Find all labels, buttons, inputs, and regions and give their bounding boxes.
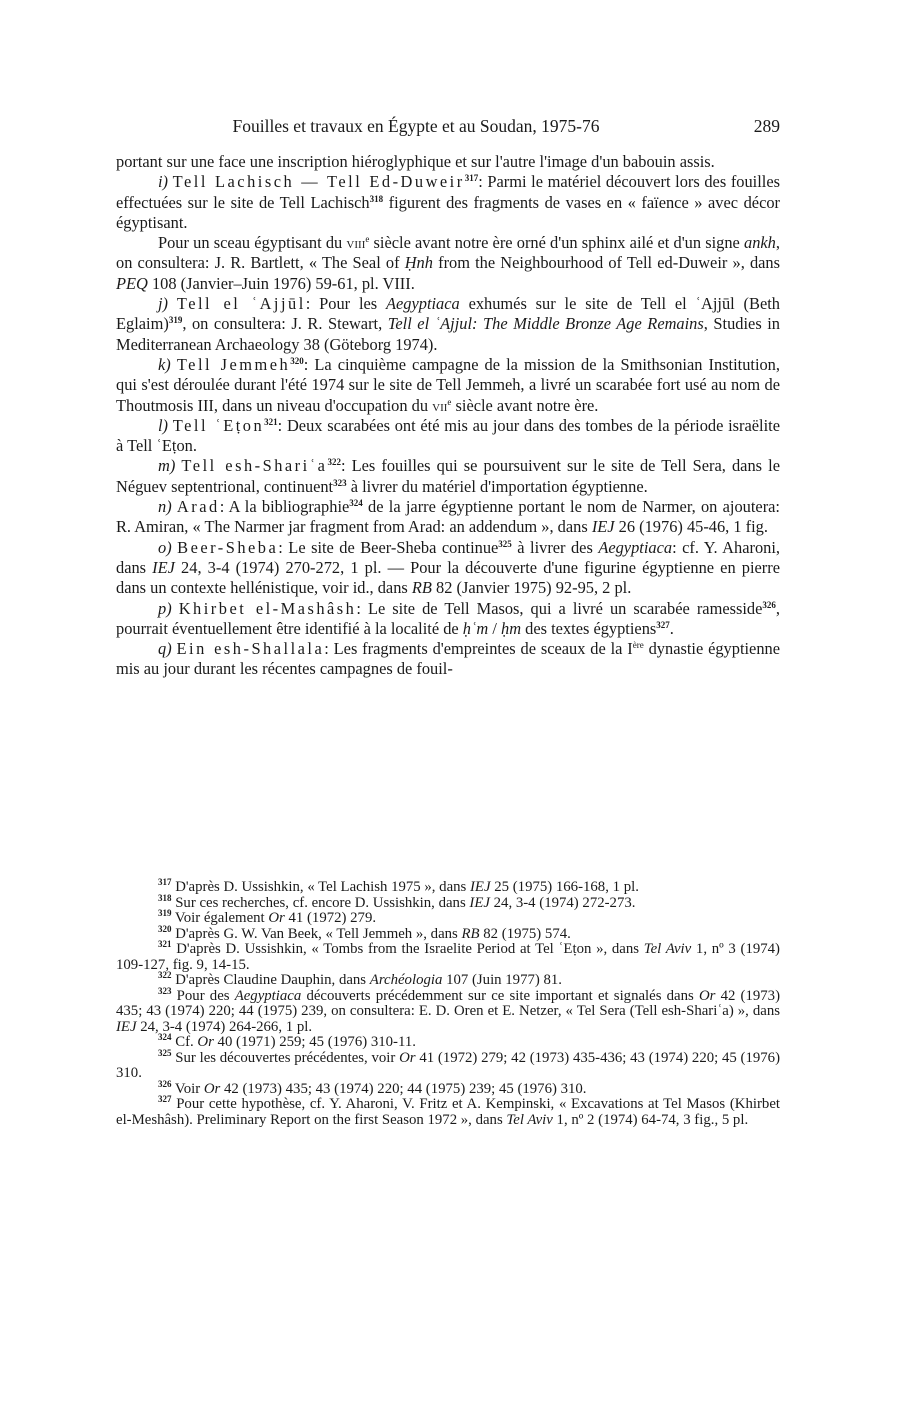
- main-text: [116, 152, 780, 680]
- site-name: Tell Jemmeh: [176, 354, 291, 374]
- paragraph-i-continued: Pour un sceau égyptisant du viii$^e$ siècle avant notre ère orné d'un sphinx ailé et d'un signe ankh, on consultera: J. R. Bartlett, « The Seal of Ḥnh from the Neighbourhood of Tell ed-Duweir », dans PEQ 108 (Janvier–Juin 1976) 59-61, pl. VIII.: [116, 233, 780, 293]
- site-name: Tell ʿEṭon: [172, 415, 265, 435]
- item-letter: n): [158, 497, 172, 517]
- footnote-317: $^{317}$ D'après D. Ussishkin, « Tel Lachish 1975 », dans IEJ 25 (1975) 166-168, 1 pl.: [158, 877, 639, 895]
- item-letter: o): [158, 537, 172, 557]
- running-title: Fouilles et travaux en Égypte et au Soudan, 1975-76: [232, 116, 600, 136]
- paragraph-k: k) Tell Jemmeh$^{320}$: La cinquième campagne de la mission de la Smithsonian Institution, qui s'est déroulée durant l'été 1974 sur le site de Tell Jemmeh, a livré un scarabée fort usé au nom de Thoutmosis III, dans un niveau d'occupation du vii$^e$ siècle avant notre ère.: [116, 354, 780, 415]
- footnote-ref[interactable]: 326: [762, 599, 776, 610]
- paragraph-j: j) Tell el ʿAjjūl: Pour les Aegyptiaca exhumés sur le site de Tell el ʿAjjūl (Beth Eglaim)$^{319}$, on consultera: J. R. Stewart, Tell el ʿAjjul: The Middle Bronze Age Remains, Studies in Mediterranean Archaeology 38 (Göteborg 1974).: [116, 294, 781, 354]
- footnote-ref[interactable]: 323: [333, 477, 347, 488]
- footnote-ref[interactable]: 324: [349, 498, 363, 509]
- footnote-324: $^{324}$ Cf. Or 40 (1971) 259; 45 (1976) 310-11.: [158, 1032, 416, 1050]
- footnote-323: $^{323}$ Pour des Aegyptiaca découverts précédemment sur ce site important et signalés dans Or 42 (1973) 435; 43 (1974) 220; 44 (1975) 239, on consultera: E. D. Oren et E. Netzer, « Tel Sera (Tell esh-Shariʿa) », dans IEJ 24, 3-4 (1974) 264-266, 1 pl.: [116, 985, 780, 1035]
- footnote-321: $^{321}$ D'après D. Ussishkin, « Tombs from the Israelite Period at Tel ʿEṭon », dans Tel Aviv 1, nº 3 (1974) 109-127, fig. 9, 14-15.: [116, 939, 780, 973]
- site-name: Tell esh-Shariʿa: [181, 456, 328, 476]
- paragraph-i: i) Tell Lachisch — Tell Ed-Duweir$^{317}$: Parmi le matériel découvert lors des fouilles effectuées sur le site de Tell Lachisch$^{318}$ figurent des fragments de vases en « faïence » avec décor égyptisant.: [116, 172, 780, 232]
- footnote-322: $^{322}$ D'après Claudine Dauphin, dans Archéologia 107 (Juin 1977) 81.: [158, 970, 562, 988]
- item-letter: k): [158, 354, 171, 374]
- site-name: Arad: [176, 497, 220, 517]
- site-name: Khirbet el-Mashâsh: [178, 598, 357, 618]
- footnotes: [116, 877, 780, 1128]
- footnote-325: $^{325}$ Sur les découvertes précédentes, voir Or 41 (1972) 279; 42 (1973) 435-436; 43 (1974) 220; 45 (1976) 310.: [116, 1047, 780, 1081]
- footnote-ref[interactable]: 320: [290, 355, 304, 366]
- footnote-319: $^{319}$ Voir également Or 41 (1972) 279.: [158, 908, 377, 926]
- paragraph-continuation: portant sur une face une inscription hiéroglyphique et sur l'autre l'image d'un babouin assis.: [116, 152, 715, 171]
- paragraph-o: o) Beer-Sheba: Le site de Beer-Sheba continue$^{325}$ à livrer des Aegyptiaca: cf. Y. Aharoni, dans IEJ 24, 3-4 (1974) 270-272, 1 pl. — Pour la découverte d'une figurine égyptienne en pierre dans un contexte hellénistique, voir id., dans RB 82 (Janvier 1975) 92-95, 2 pl.: [116, 537, 780, 598]
- footnote-318: $^{318}$ Sur ces recherches, cf. encore D. Ussishkin, dans IEJ 24, 3-4 (1974) 272-273.: [158, 892, 636, 911]
- footnote-ref[interactable]: 325: [498, 538, 512, 549]
- footnote-ref[interactable]: 319: [168, 315, 183, 326]
- site-name: Beer-Sheba: [177, 537, 279, 557]
- footnote-ref[interactable]: 327: [656, 619, 670, 630]
- paragraph-p: p) Khirbet el-Mashâsh: Le site de Tell Masos, qui a livré un scarabée ramesside$^{326}$, pourrait éventuellement être identifié à la localité de ḥʿm / ḥm des textes égyptiens$^{327}$.: [116, 598, 780, 638]
- item-letter: i): [158, 172, 169, 192]
- page-number: 289: [753, 116, 780, 136]
- paragraph-l: l) Tell ʿEṭon$^{321}$: Deux scarabées ont été mis au jour dans des tombes de la période israëlite à Tell ʿEṭon.: [116, 415, 780, 456]
- paragraph-n: n) Arad: A la bibliographie$^{324}$ de la jarre égyptienne portant le nom de Narmer, on ajoutera: R. Amiran, « The Narmer jar fragment from Arad: an addendum », dans IEJ 26 (1976) 45-46, 1 fig.: [116, 497, 780, 537]
- footnote-327: $^{327}$ Pour cette hypothèse, cf. Y. Aharoni, V. Fritz et A. Kempinski, « Excavations at Tel Masos (Khirbet el-Meshâsh). Preliminary Report on the first Season 1972 », dans Tel Aviv 1, nº 2 (1974) 64-74, 3 fig., 5 pl.: [116, 1094, 780, 1128]
- item-letter: l): [158, 415, 169, 435]
- item-letter: p): [158, 598, 172, 618]
- site-name: Ein esh-Shallala: [176, 639, 325, 659]
- footnote-320: $^{320}$ D'après G. W. Van Beek, « Tell Jemmeh », dans RB 82 (1975) 574.: [158, 923, 571, 942]
- item-letter: j): [158, 294, 169, 314]
- running-header: [116, 116, 780, 138]
- item-letter: q): [158, 639, 172, 659]
- footnote-ref[interactable]: 321: [264, 416, 278, 427]
- site-name: Tell Lachisch — Tell Ed-Duweir: [172, 172, 465, 192]
- item-letter: m): [158, 456, 176, 476]
- footnote-ref[interactable]: 322: [327, 457, 341, 468]
- paragraph-m: m) Tell esh-Shariʿa$^{322}$: Les fouilles qui se poursuivent sur le site de Tell Sera, dans le Néguev septentrional, continuent$^{323}$ à livrer du matériel d'importation égyptienne.: [116, 456, 780, 496]
- footnote-326: $^{326}$ Voir Or 42 (1973) 435; 43 (1974) 220; 44 (1975) 239; 45 (1976) 310.: [158, 1078, 587, 1097]
- footnote-ref[interactable]: 317: [464, 173, 479, 184]
- footnote-ref[interactable]: 318: [369, 193, 384, 204]
- paragraph-q: q) Ein esh-Shallala: Les fragments d'empreintes de sceaux de la Ière dynastie égyptienne mis au jour durant les récentes campagnes de fouil-: [116, 639, 780, 679]
- site-name: Tell el ʿAjjūl: [176, 294, 306, 314]
